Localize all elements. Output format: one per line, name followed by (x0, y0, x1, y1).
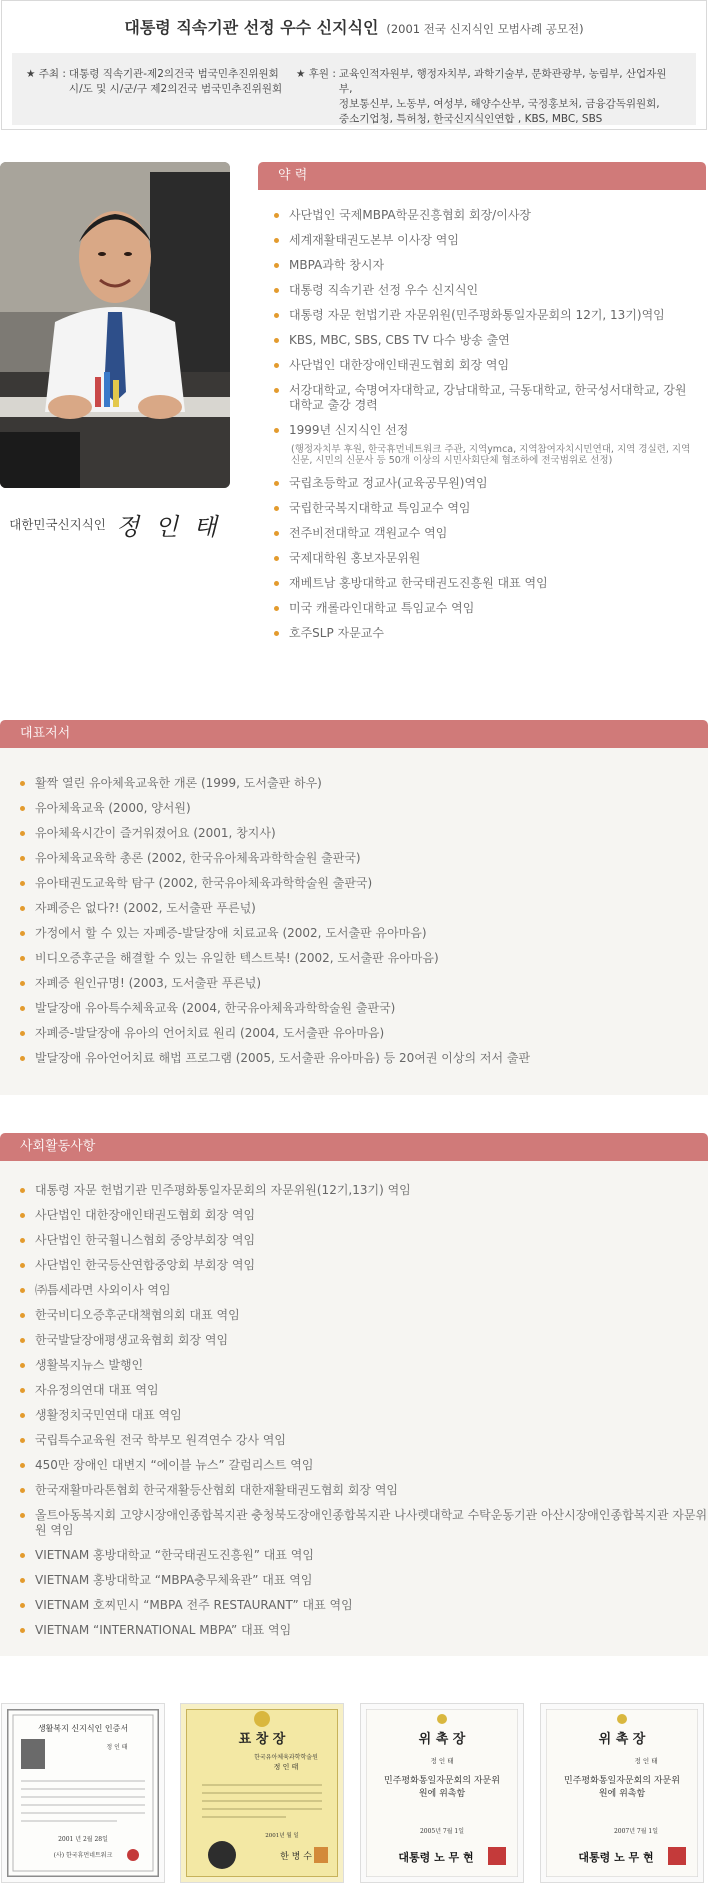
career-title: 약 력 (278, 168, 308, 183)
header-title-row (12, 15, 696, 43)
social-item: 대통령 자문 헌법기관 민주평화통일자문회의 자문위원(12기,13기) 역임 (20, 1183, 708, 1198)
book-item: 발달장애 유아언어치료 해법 프로그램 (2005, 도서출판 유아마음) 등 20여권 이상의 저서 출판 (20, 1051, 708, 1066)
certificate-1-name: 정 인 태 (106, 1744, 128, 1751)
profile-caption: 대한민국신지식인 (9, 517, 106, 532)
book-item: 자폐증-발달장애 유아의 언어치료 원리 (2004, 도서출판 유아마음) (20, 1026, 708, 1041)
certificate-2-issuer: 한 병 수 (280, 1852, 312, 1862)
social-item: 생활정치국민연대 대표 역임 (20, 1408, 708, 1423)
certificate-4-body: 민주평화통일자문회의 자문위원에 위촉함 (564, 1776, 680, 1799)
books-header (0, 720, 708, 748)
page-subtitle: (2001 전국 신지식인 모범사례 공모전) (386, 22, 584, 36)
career-item: 사단법인 국제MBPA학문진흥협회 회장/이사장 (274, 208, 694, 223)
certificate-3-title: 위 촉 장 (418, 1732, 466, 1747)
certificate-4-date: 2007년 7월 1일 (613, 1828, 659, 1835)
certificate-1-image (7, 1709, 159, 1877)
career-item: 재베트남 홍방대학교 한국태권도진흥원 대표 역임 (274, 576, 694, 591)
organizer-line: 시/도 및 시/군/구 제2의건국 범국민추진위원회 (68, 83, 283, 95)
career-item: 서강대학교, 숙명여자대학교, 강남대학교, 극동대학교, 한국성서대학교, 강원대학교 출강 경력 (274, 383, 694, 413)
social-item: 한국재활마라톤협회 한국재활등산협회 대한재활태권도협회 회장 역임 (20, 1483, 708, 1498)
career-list (274, 208, 694, 651)
certificate-4 (540, 1703, 704, 1883)
career-header (258, 162, 706, 190)
social-item: 국립특수교육원 전국 학부모 원격연수 강사 역임 (20, 1433, 708, 1448)
books-title: 대표저서 (20, 726, 71, 741)
certificate-1-issuer: (사) 한국휴먼네트워크 (53, 1852, 113, 1859)
book-item: 가정에서 할 수 있는 자폐증-발달장애 치료교육 (2002, 도서출판 유아마음) (20, 926, 708, 941)
career-item-text: 1999년 신지식인 선정 (289, 423, 409, 437)
book-item: 자폐증은 없다?! (2002, 도서출판 푸른넋) (20, 901, 708, 916)
certificate-1-title: 생활복지 신지식인 인증서 (37, 1724, 129, 1733)
career-item: 국립한국복지대학교 특임교수 역임 (274, 501, 694, 516)
header-box (1, 0, 707, 130)
social-item: 자유정의연대 대표 역임 (20, 1383, 708, 1398)
profile-signature: 정 인 태 (115, 512, 221, 541)
books-list (20, 776, 708, 1066)
certificate-4-title: 위 촉 장 (598, 1732, 646, 1747)
career-item: MBPA과학 창시자 (274, 258, 694, 273)
book-item: 유아체육교육 (2000, 양서원) (20, 801, 708, 816)
certificate-2-name: 정 인 태 (273, 1763, 299, 1771)
career-item: KBS, MBC, SBS, CBS TV 다수 방송 출연 (274, 333, 694, 348)
certificate-2-title: 표 창 장 (238, 1732, 286, 1747)
career-item: 대통령 자문 헌법기관 자문위원(민주평화통일자문회의 12기, 13기)역임 (274, 308, 694, 323)
profile-photo-illustration (0, 162, 230, 488)
career-item: 국립초등학교 정교사(교육공무원)역임 (274, 476, 694, 491)
book-item: 발달장애 유아특수체육교육 (2004, 한국유아체육과학학술원 출판국) (20, 1001, 708, 1016)
certificate-2-date: 2001년 월 일 (265, 1833, 299, 1839)
career-item: 미국 캐롤라인대학교 특임교수 역임 (274, 601, 694, 616)
career-item: 대통령 직속기관 선정 우수 신지식인 (274, 283, 694, 298)
book-item: 유아체육교육학 총론 (2002, 한국유아체육과학학술원 출판국) (20, 851, 708, 866)
certificates-row (0, 1703, 708, 1883)
career-item: 사단법인 대한장애인태권도협회 회장 역임 (274, 358, 694, 373)
social-item: 올트아동복지회 고양시장애인종합복지관 충청북도장애인종합복지관 나사렛대학교 수탁운동기관 아산시장애인종합복지관 자문위원 역임 (20, 1508, 708, 1538)
book-item: 유아체육시간이 즐거워졌어요 (2001, 창지사) (20, 826, 708, 841)
social-list (20, 1183, 708, 1638)
sponsor-line: 중소기업청, 특허청, 한국신지식인연합 , KBS, MBC, SBS (338, 113, 603, 125)
book-item: 활짝 열린 유아체육교육한 개론 (1999, 도서출판 하우) (20, 776, 708, 791)
career-item-with-note (274, 423, 694, 466)
social-item: VIETNAM 홍방대학교 “MBPA충무체육관” 대표 역임 (20, 1573, 708, 1588)
social-item: 사단법인 한국등산연합중앙회 부회장 역임 (20, 1258, 708, 1273)
career-item: 국제대학원 홍보자문위원 (274, 551, 694, 566)
page-title: 대통령 직속기관 선정 우수 신지식인 (124, 18, 379, 37)
social-item: VIETNAM 호찌민시 “MBPA 전주 RESTAURANT” 대표 역임 (20, 1598, 708, 1613)
certificate-4-issuer: 대통령 노 무 현 (578, 1851, 654, 1864)
certificate-3-date: 2005년 7월 1일 (419, 1828, 465, 1835)
organizer-label: ★ 주최 : (26, 68, 66, 80)
organizer-block (26, 67, 296, 125)
sponsor-block (296, 67, 676, 125)
certificate-1-date: 2001 년 2월 28일 (58, 1836, 108, 1843)
certificate-4-image (546, 1709, 698, 1877)
social-item: 사단법인 대한장애인태권도협회 회장 역임 (20, 1208, 708, 1223)
social-title: 사회활동사항 (20, 1139, 96, 1154)
certificate-2 (180, 1703, 344, 1883)
sponsor-line: 교육인적자원부, 행정자치부, 과학기술부, 문화관광부, 농림부, 산업자원부, (338, 68, 667, 95)
profile-name-row (0, 504, 230, 544)
certificate-1 (1, 1703, 165, 1883)
certificate-3-issuer: 대통령 노 무 현 (398, 1851, 474, 1864)
social-item: 한국발달장애평생교육협회 회장 역임 (20, 1333, 708, 1348)
career-note: (행정자치부 후원, 한국휴먼네트워크 주관, 지역ymca, 지역참여자치시민연대, 지역 경실련, 지역신문, 시민의 신문사 등 50개 이상의 시민사회단체 협조하에 전국범위로 선정) (291, 444, 691, 466)
certificate-2-org: 한국유아체육과학학술원 (254, 1754, 318, 1761)
social-header (0, 1133, 708, 1161)
social-item: ㈜틈세라면 사외이사 역임 (20, 1283, 708, 1298)
book-item: 비디오증후군을 해결할 수 있는 유일한 텍스트북! (2002, 도서출판 유아마음) (20, 951, 708, 966)
book-item: 자폐증 원인규명! (2003, 도서출판 푸른넋) (20, 976, 708, 991)
sponsor-label: ★ 후원 : (296, 68, 336, 80)
sponsor-box (12, 53, 696, 125)
organizer-line: 대통령 직속기관-제2의건국 범국민추진위원회 (68, 68, 279, 80)
certificate-3-body: 민주평화통일자문회의 자문위원에 위촉함 (384, 1776, 500, 1799)
career-item: 세계재활태권도본부 이사장 역임 (274, 233, 694, 248)
certificate-3-name: 정 인 태 (430, 1757, 454, 1765)
certificate-2-image (186, 1709, 338, 1877)
career-item: 전주비전대학교 객원교수 역임 (274, 526, 694, 541)
social-section (0, 1161, 708, 1656)
certificate-4-name: 정 인 태 (634, 1757, 658, 1765)
social-item: VIETNAM “INTERNATIONAL MBPA” 대표 역임 (20, 1623, 708, 1638)
social-item: 생활복지뉴스 발행인 (20, 1358, 708, 1373)
social-item: 한국비디오증후군대책협의회 대표 역임 (20, 1308, 708, 1323)
profile-photo (0, 162, 230, 488)
book-item: 유아태권도교육학 탐구 (2002, 한국유아체육과학학술원 출판국) (20, 876, 708, 891)
career-item: 호주SLP 자문교수 (274, 626, 694, 641)
books-section (0, 748, 708, 1095)
certificate-3 (360, 1703, 524, 1883)
social-item: 사단법인 한국휠니스협회 중앙부회장 역임 (20, 1233, 708, 1248)
social-item: VIETNAM 홍방대학교 “한국태권도진흥원” 대표 역임 (20, 1548, 708, 1563)
sponsor-line: 정보통신부, 노동부, 여성부, 해양수산부, 국정홍보처, 금융감독위원회, (338, 98, 660, 110)
certificate-3-image (366, 1709, 518, 1877)
social-item: 450만 장애인 대변지 “에이블 뉴스” 갈럼리스트 역임 (20, 1458, 708, 1473)
profile-section (0, 162, 708, 720)
